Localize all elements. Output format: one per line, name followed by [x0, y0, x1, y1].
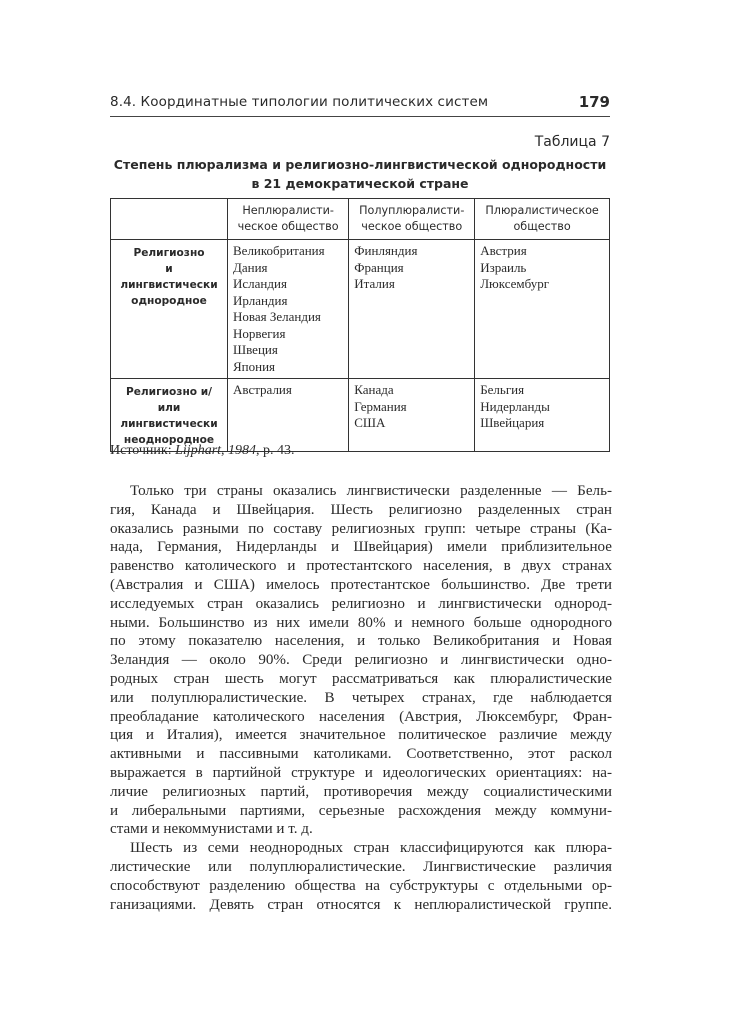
country-name: Израиль: [480, 259, 527, 275]
country-name: Новая Зеландия: [233, 309, 321, 324]
body-line: Шесть из семи неоднородных стран классифицируются как плюра-: [130, 840, 612, 857]
column-header: [475, 199, 610, 240]
country-name: Швейцария: [480, 415, 545, 430]
column-header: [349, 199, 475, 240]
body-line: активными и пассивными католиками. Соответственно, этот раскол: [110, 746, 612, 763]
row-header-line: Религиозно: [133, 247, 205, 259]
country-name: Италия: [354, 276, 395, 291]
row-header-line: неоднородное: [123, 434, 215, 446]
table-title-line: Степень плюрализма и религиозно-лингвистической однородности: [113, 157, 607, 172]
table-cell: [228, 240, 349, 379]
body-line: личие религиозных партий, противоречия между социалистическими: [110, 783, 612, 800]
table-title-line: в 21 демократической стране: [251, 176, 469, 191]
body-line: и либеральными партиями, серьезные расхождения между коммуни-: [110, 802, 612, 819]
table-cell: [228, 379, 349, 452]
body-line: исследуемых стран оказались религиозно и лингвистически однород-: [110, 595, 612, 612]
country-name: Австрия: [480, 243, 527, 258]
body-line: (Австралия и США) имелось протестантское большинство. Две трети: [110, 576, 612, 593]
table-cell: [475, 379, 610, 452]
body-line: оказались разными по составу религиозных групп: четыре страны (Ка-: [110, 520, 612, 537]
table-header-row: [111, 199, 610, 240]
body-line: стами и некоммунистами и т. д.: [110, 821, 313, 838]
body-line: Зеландия — около 90%. Среди религиозно и лингвистически одно-: [110, 652, 612, 669]
header-line: Полуплюралисти-: [359, 204, 465, 217]
country-name: Ирландия: [233, 292, 288, 308]
country-name: Финляндия: [354, 243, 418, 258]
corner-cell: [111, 199, 228, 240]
header-line: Неплюралисти-: [242, 204, 334, 217]
country-name: Дания: [233, 259, 268, 275]
country-name: Япония: [233, 358, 276, 374]
source-page: , p. 43.: [256, 443, 295, 458]
source-prefix: Источник:: [110, 443, 176, 458]
body-line: по этому показателю населения, и только Великобритания и Новая: [110, 633, 612, 650]
source-author: Lijphart: [175, 443, 222, 458]
table-title: [110, 155, 610, 193]
country-name: Австралия: [233, 382, 292, 397]
header-line: общество: [513, 220, 571, 233]
header-line: ческое общество: [237, 220, 339, 233]
country-name: Великобритания: [233, 243, 325, 258]
table-cell: [349, 240, 475, 379]
row-header-line: Религиозно и/или: [125, 386, 213, 414]
body-line: родных стран шесть могут рассматриваться как плюралистические: [110, 670, 612, 687]
country-name: Швеция: [233, 342, 278, 357]
row-header: [111, 240, 228, 379]
row-header: [111, 379, 228, 452]
country-name: Германия: [354, 398, 407, 414]
body-line: Только три страны оказались лингвистически разделенные — Бель-: [130, 483, 612, 499]
body-line: преобладание католического населения (Австрия, Люксембург, Фран-: [110, 708, 612, 725]
row-header-line: и лингвистически: [120, 263, 218, 291]
body-line: листические или полуплюралистические. Лингвистические различия: [110, 858, 612, 875]
table-row: [111, 240, 610, 379]
page-number: 179: [578, 93, 610, 111]
body-line: ными. Большинство из них имели 80% и немного больше однородного: [110, 614, 612, 631]
table-label: Таблица 7: [534, 134, 610, 150]
body-line: выражается в партийной структуре и идеологических ориентациях: на-: [110, 764, 612, 781]
table-cell: [475, 240, 610, 379]
row-header-line: лингвистически: [120, 418, 218, 430]
row-header-line: однородное: [131, 295, 207, 307]
body-line: нада, Германия, Нидерланды и Швейцария) имели приблизительное: [110, 539, 612, 556]
pluralism-table: [110, 198, 610, 452]
header-line: ческое общество: [361, 220, 463, 233]
country-name: Люксембург: [480, 276, 550, 291]
country-name: Канада: [354, 382, 394, 397]
body-line: способствуют разделению общества на субструктуры с отдельными ор-: [110, 877, 612, 894]
body-line: или полуплюралистические. В четырех странах, где наблюдается: [110, 689, 612, 706]
country-name: Норвегия: [233, 325, 286, 341]
body-line: гия, Канада и Швейцария. Шесть религиозно разделенных стран: [110, 501, 612, 518]
country-name: Исландия: [233, 276, 287, 291]
country-name: Нидерланды: [480, 398, 550, 414]
column-header: [228, 199, 349, 240]
header-line: Плюралистическое: [485, 204, 599, 217]
table-source: [110, 443, 295, 459]
table-cell: [349, 379, 475, 452]
body-line: ганизациями. Девять стран относятся к неплюралистической группе.: [110, 896, 612, 913]
body-line: ция и Италия), имеется значительное политическое различие между: [110, 727, 612, 744]
body-text: [110, 482, 612, 914]
section-title: 8.4. Координатные типологии политических систем: [110, 94, 489, 110]
country-name: Бельгия: [480, 382, 525, 397]
country-name: США: [354, 415, 386, 430]
running-head: [110, 94, 610, 117]
source-year: 1984: [228, 443, 257, 458]
source-separator: ,: [221, 443, 229, 458]
table-row: [111, 379, 610, 452]
country-name: Франция: [354, 259, 404, 275]
body-line: равенство католического и протестантского населения, в двух странах: [110, 558, 612, 575]
